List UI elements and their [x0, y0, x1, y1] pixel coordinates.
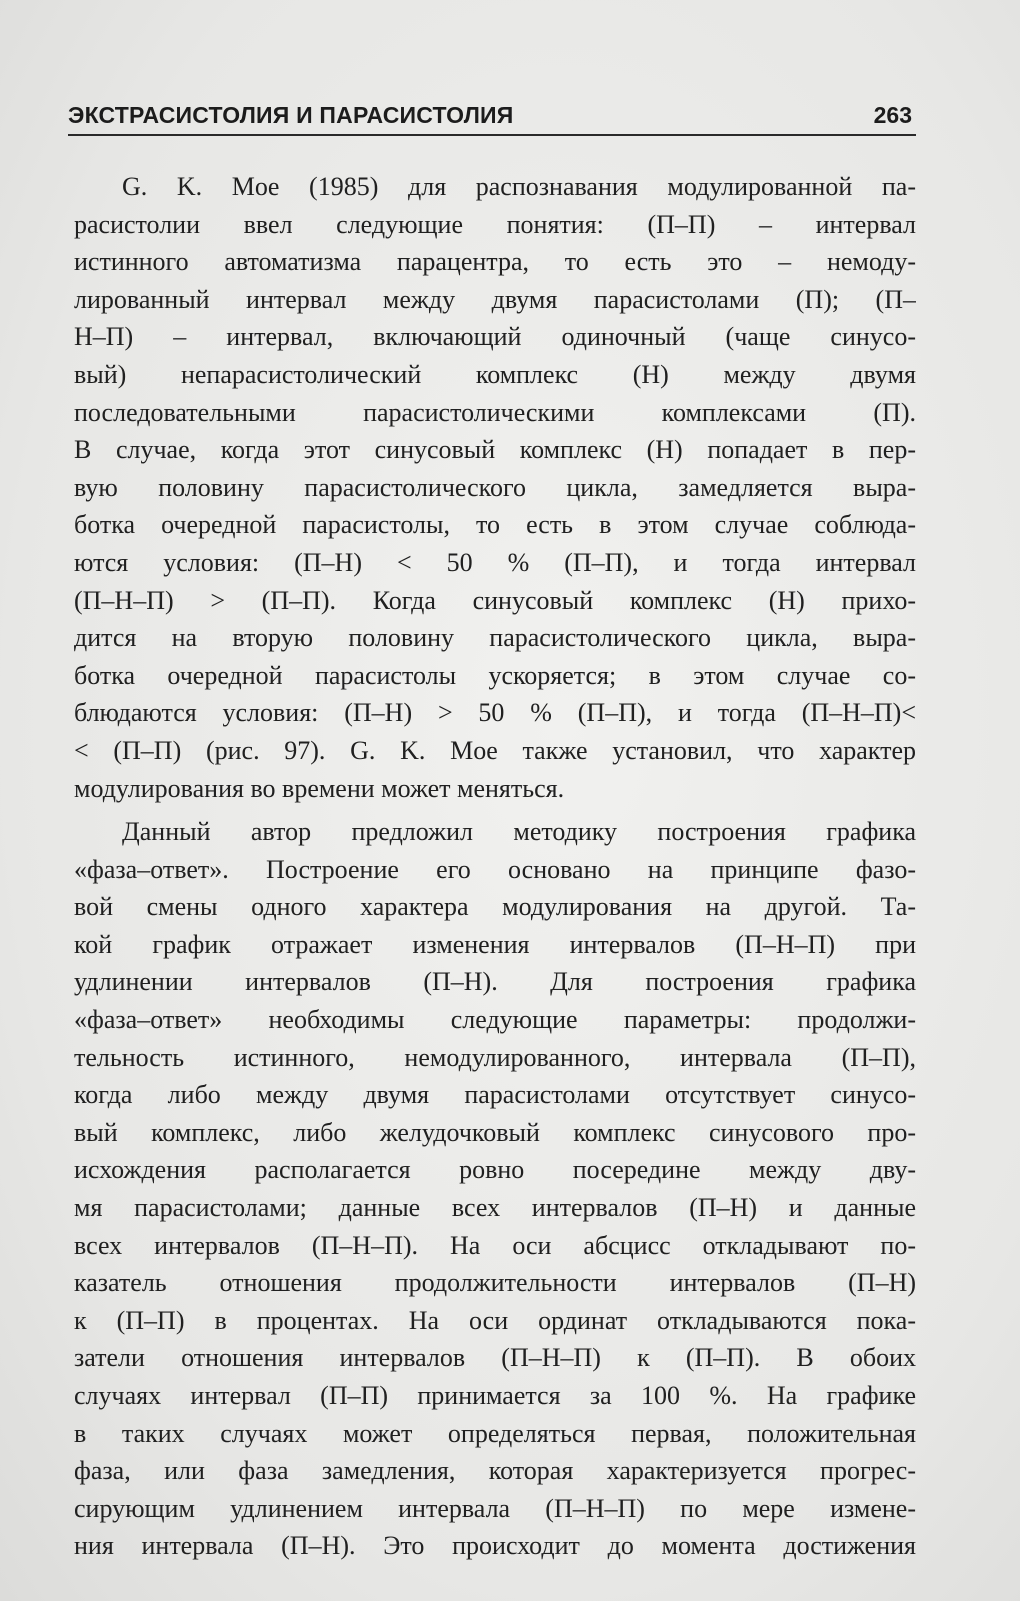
text-line: затели отношения интервалов (П–Н–П) к (П–П). В обоих	[74, 1343, 916, 1373]
text-line: сирующим удлинением интервала (П–Н–П) по мере измене-	[74, 1493, 916, 1523]
page-number: 263	[873, 102, 912, 128]
text-line: фаза, или фаза замедления, которая характеризуется прогрес-	[74, 1456, 916, 1486]
running-header	[68, 100, 916, 136]
text-line: ботка очередной парасистолы, то есть в этом случае соблюда-	[74, 510, 916, 540]
text-line: к (П–П) в процентах. На оси ординат откладываются пока-	[74, 1305, 916, 1335]
running-title: ЭКСТРАСИСТОЛИЯ И ПАРАСИСТОЛИЯ	[68, 102, 514, 128]
text-line: блюдаются условия: (П–Н) > 50 % (П–П), и тогда (П–Н–П)<	[74, 698, 916, 728]
text-line: ния интервала (П–Н). Это происходит до момента достижения	[74, 1531, 916, 1561]
text-line: лированный интервал между двумя парасистолами (П); (П–	[74, 284, 916, 314]
text-line: вой смены одного характера модулирования на другой. Та-	[74, 892, 916, 922]
text-line: «фаза–ответ» необходимы следующие параметры: продолжи-	[74, 1005, 916, 1035]
text-line: мя парасистолами; данные всех интервалов (П–Н) и данные	[74, 1193, 916, 1223]
text-line: когда либо между двумя парасистолами отсутствует синусо-	[74, 1080, 916, 1110]
text-line: тельность истинного, немодулированного, интервала (П–П),	[74, 1042, 916, 1072]
text-line: модулирования во времени может меняться.	[74, 773, 565, 803]
paragraph-1	[74, 168, 916, 807]
text-line: (П–Н–П) > (П–П). Когда синусовый комплекс (Н) прихо-	[74, 585, 916, 615]
text-line: «фаза–ответ». Построение его основано на принципе фазо-	[74, 854, 916, 884]
text-line: последовательными парасистолическими комплексами (П).	[74, 397, 916, 427]
text-line: удлинении интервалов (П–Н). Для построения графика	[74, 967, 916, 997]
text-line: Н–П) – интервал, включающий одиночный (чаще синусо-	[74, 322, 916, 352]
text-line: Данный автор предложил методику построения графика	[122, 817, 916, 847]
text-line: вую половину парасистолического цикла, замедляется выра-	[74, 472, 916, 502]
text-line: дится на вторую половину парасистолического цикла, выра-	[74, 623, 916, 653]
paragraph-2	[74, 813, 916, 1565]
text-line: исхождения располагается ровно посередине между дву-	[74, 1155, 916, 1185]
text-line: расистолии ввел следующие понятия: (П–П) – интервал	[74, 209, 916, 239]
text-line: казатель отношения продолжительности интервалов (П–Н)	[74, 1268, 916, 1298]
text-line: ботка очередной парасистолы ускоряется; в этом случае со-	[74, 660, 916, 690]
text-line: кой график отражает изменения интервалов (П–Н–П) при	[74, 929, 916, 959]
text-line: в таких случаях может определяться первая, положительная	[74, 1418, 916, 1448]
text-line: всех интервалов (П–Н–П). На оси абсцисс откладывают по-	[74, 1230, 916, 1260]
text-line: вый) непарасистолический комплекс (Н) между двумя	[74, 359, 916, 389]
text-line: истинного автоматизма парацентра, то есть это – немоду-	[74, 247, 916, 277]
text-line: G. K. Moe (1985) для распознавания модулированной па-	[122, 172, 916, 201]
text-line: В случае, когда этот синусовый комплекс (Н) попадает в пер-	[74, 435, 916, 465]
text-line: случаях интервал (П–П) принимается за 100 %. На графике	[74, 1381, 916, 1410]
body-text	[74, 168, 916, 1565]
text-line: < (П–П) (рис. 97). G. K. Moe также установил, что характер	[74, 735, 916, 765]
text-line: ются условия: (П–Н) < 50 % (П–П), и тогда интервал	[74, 547, 916, 577]
text-line: вый комплекс, либо желудочковый комплекс синусового про-	[74, 1117, 916, 1147]
